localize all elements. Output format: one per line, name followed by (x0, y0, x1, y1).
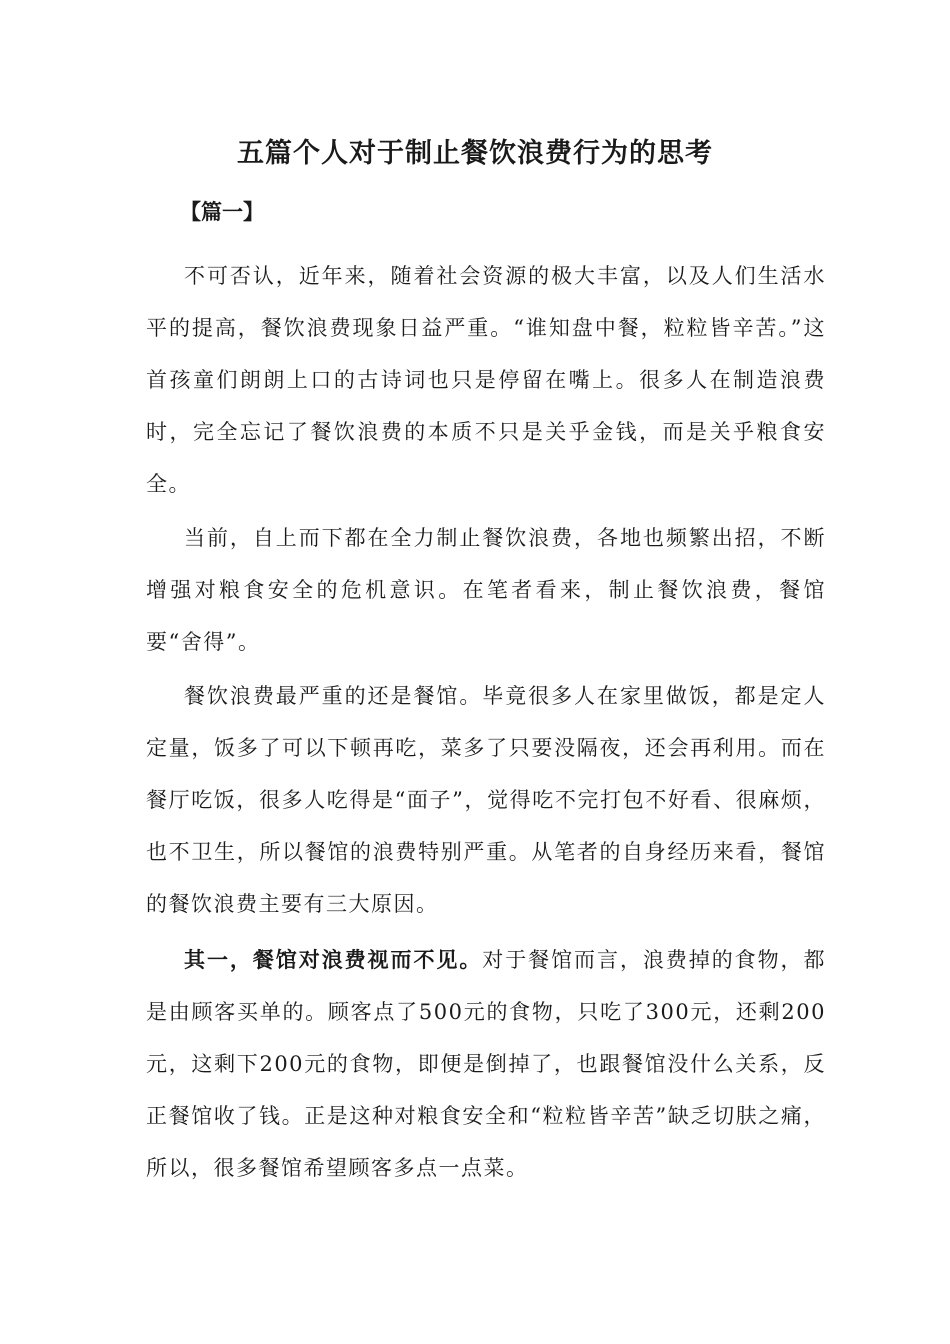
paragraph-3: 餐饮浪费最严重的还是餐馆。毕竟很多人在家里做饭，都是定人定量，饭多了可以下顿再吃，菜多了只要没隔夜，还会再利用。而在餐厅吃饭，很多人吃得是“面子”，觉得吃不完打包不好看、很麻烦，也不卫生，所以餐馆的浪费特别严重。从笔者的自身经历来看，餐馆的餐饮浪费主要有三大原因。 (146, 684, 826, 916)
paragraph-4 (146, 934, 826, 1194)
document-title: 五篇个人对于制止餐饮浪费行为的思考 (237, 138, 713, 169)
paragraph-1: 不可否认，近年来，随着社会资源的极大丰富，以及人们生活水平的提高，餐饮浪费现象日益严重。“谁知盘中餐，粒粒皆辛苦。”这首孩童们朗朗上口的古诗词也只是停留在嘴上。很多人在制造浪费时，完全忘记了餐饮浪费的本质不只是关乎金钱，而是关乎粮食安全。 (146, 264, 826, 496)
paragraph-4-body: 对于餐馆而言，浪费掉的食物，都是由顾客买单的。顾客点了500元的食物，只吃了300元，还剩200元，这剩下200元的食物，即便是倒掉了，也跟餐馆没什么关系，反正餐馆收了钱。正是这种对粮食安全和“粒粒皆辛苦”缺乏切肤之痛，所以，很多餐馆希望顾客多点一点菜。 (146, 948, 827, 1180)
section-heading: 【篇一】 (180, 199, 264, 224)
paragraph-2: 当前，自上而下都在全力制止餐饮浪费，各地也频繁出招，不断增强对粮食安全的危机意识。在笔者看来，制止餐饮浪费，餐馆要“舍得”。 (146, 526, 826, 654)
paragraph-4-lead: 其一，餐馆对浪费视而不见。 (184, 947, 483, 972)
